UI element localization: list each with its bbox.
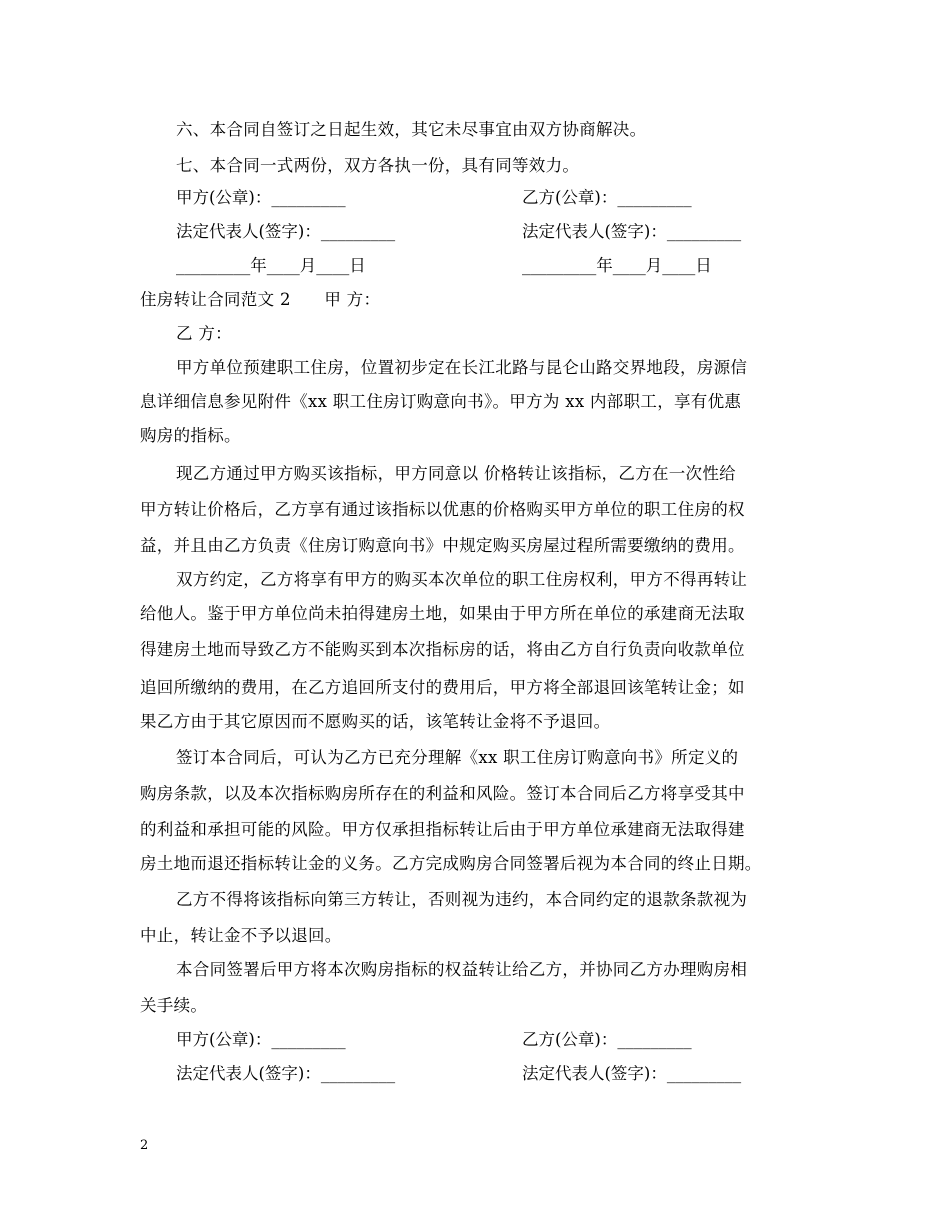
paragraph-line: 购房条款，以及本次指标购房所存在的利益和风险。签订本合同后乙方将享受其中 [140, 784, 745, 803]
clause-7: 七、本合同一式两份，双方各执一份，具有同等效力。 [176, 156, 580, 175]
paragraph-line: 给他人。鉴于甲方单位尚未拍得建房土地，如果由于甲方所在单位的承建商无法取 [140, 604, 745, 623]
paragraph-line: 乙方不得将该指标向第三方转让，否则视为违约，本合同约定的退款条款视为 [176, 890, 748, 909]
paragraph-line: 息详细信息参见附件《xx 职工住房订购意向书》。甲方为 xx 内部职工，享有优惠 [140, 392, 742, 411]
party-b-seal: 乙方(公章)：_________ [522, 188, 692, 207]
paragraph-line: 房土地而退还指标转让金的义务。乙方完成购房合同签署后视为本合同的终止日期。 [140, 854, 762, 873]
party-b-label: 乙 方： [176, 324, 232, 343]
clause-6: 六、本合同自签订之日起生效，其它未尽事宜由双方协商解决。 [176, 120, 647, 139]
paragraph-line: 双方约定，乙方将享有甲方的购买本次单位的职工住房权利，甲方不得再转让 [176, 570, 748, 589]
paragraph-line: 现乙方通过甲方购买该指标，甲方同意以 价格转让该指标，乙方在一次性给 [176, 464, 736, 483]
paragraph-line: 甲方转让价格后，乙方享有通过该指标以优惠的价格购买甲方单位的职工住房的权 [140, 500, 745, 519]
page-number: 2 [140, 1138, 149, 1153]
party-a-seal: 甲方(公章)：_________ [176, 188, 346, 207]
paragraph-line: 关手续。 [140, 996, 208, 1015]
party-a-rep-2: 法定代表人(签字)：_________ [176, 1064, 396, 1083]
date-left: _________年____月____日 [176, 256, 366, 275]
paragraph-line: 益，并且由乙方负责《住房订购意向书》中规定购买房屋过程所需要缴纳的费用。 [140, 536, 745, 555]
paragraph-line: 签订本合同后，可认为乙方已充分理解《xx 职工住房订购意向书》所定义的 [176, 748, 739, 767]
paragraph-line: 的利益和承担可能的风险。甲方仅承担指标转让后由于甲方单位承建商无法取得建 [140, 820, 745, 839]
paragraph-line: 追回所缴纳的费用，在乙方追回所支付的费用后，甲方将全部退回该笔转让金；如 [140, 678, 745, 697]
date-right: _________年____月____日 [522, 256, 712, 275]
paragraph-line: 中止，转让金不予以退回。 [140, 926, 342, 945]
paragraph-line: 本合同签署后甲方将本次购房指标的权益转让给乙方，并协同乙方办理购房相 [176, 960, 748, 979]
party-a-seal-2: 甲方(公章)：_________ [176, 1030, 346, 1049]
party-b-seal-2: 乙方(公章)：_________ [522, 1030, 692, 1049]
paragraph-line: 甲方单位预建职工住房，位置初步定在长江北路与昆仑山路交界地段，房源信 [176, 358, 748, 377]
paragraph-line: 购房的指标。 [140, 426, 241, 445]
section-heading: 住房转让合同范文 2 甲 方： [140, 290, 381, 309]
party-b-rep: 法定代表人(签字)：_________ [522, 222, 742, 241]
paragraph-line: 得建房土地而导致乙方不能购买到本次指标房的话，将由乙方自行负责向收款单位 [140, 640, 745, 659]
party-a-rep: 法定代表人(签字)：_________ [176, 222, 396, 241]
party-b-rep-2: 法定代表人(签字)：_________ [522, 1064, 742, 1083]
paragraph-line: 果乙方由于其它原因而不愿购买的话，该笔转让金将不予退回。 [140, 712, 611, 731]
